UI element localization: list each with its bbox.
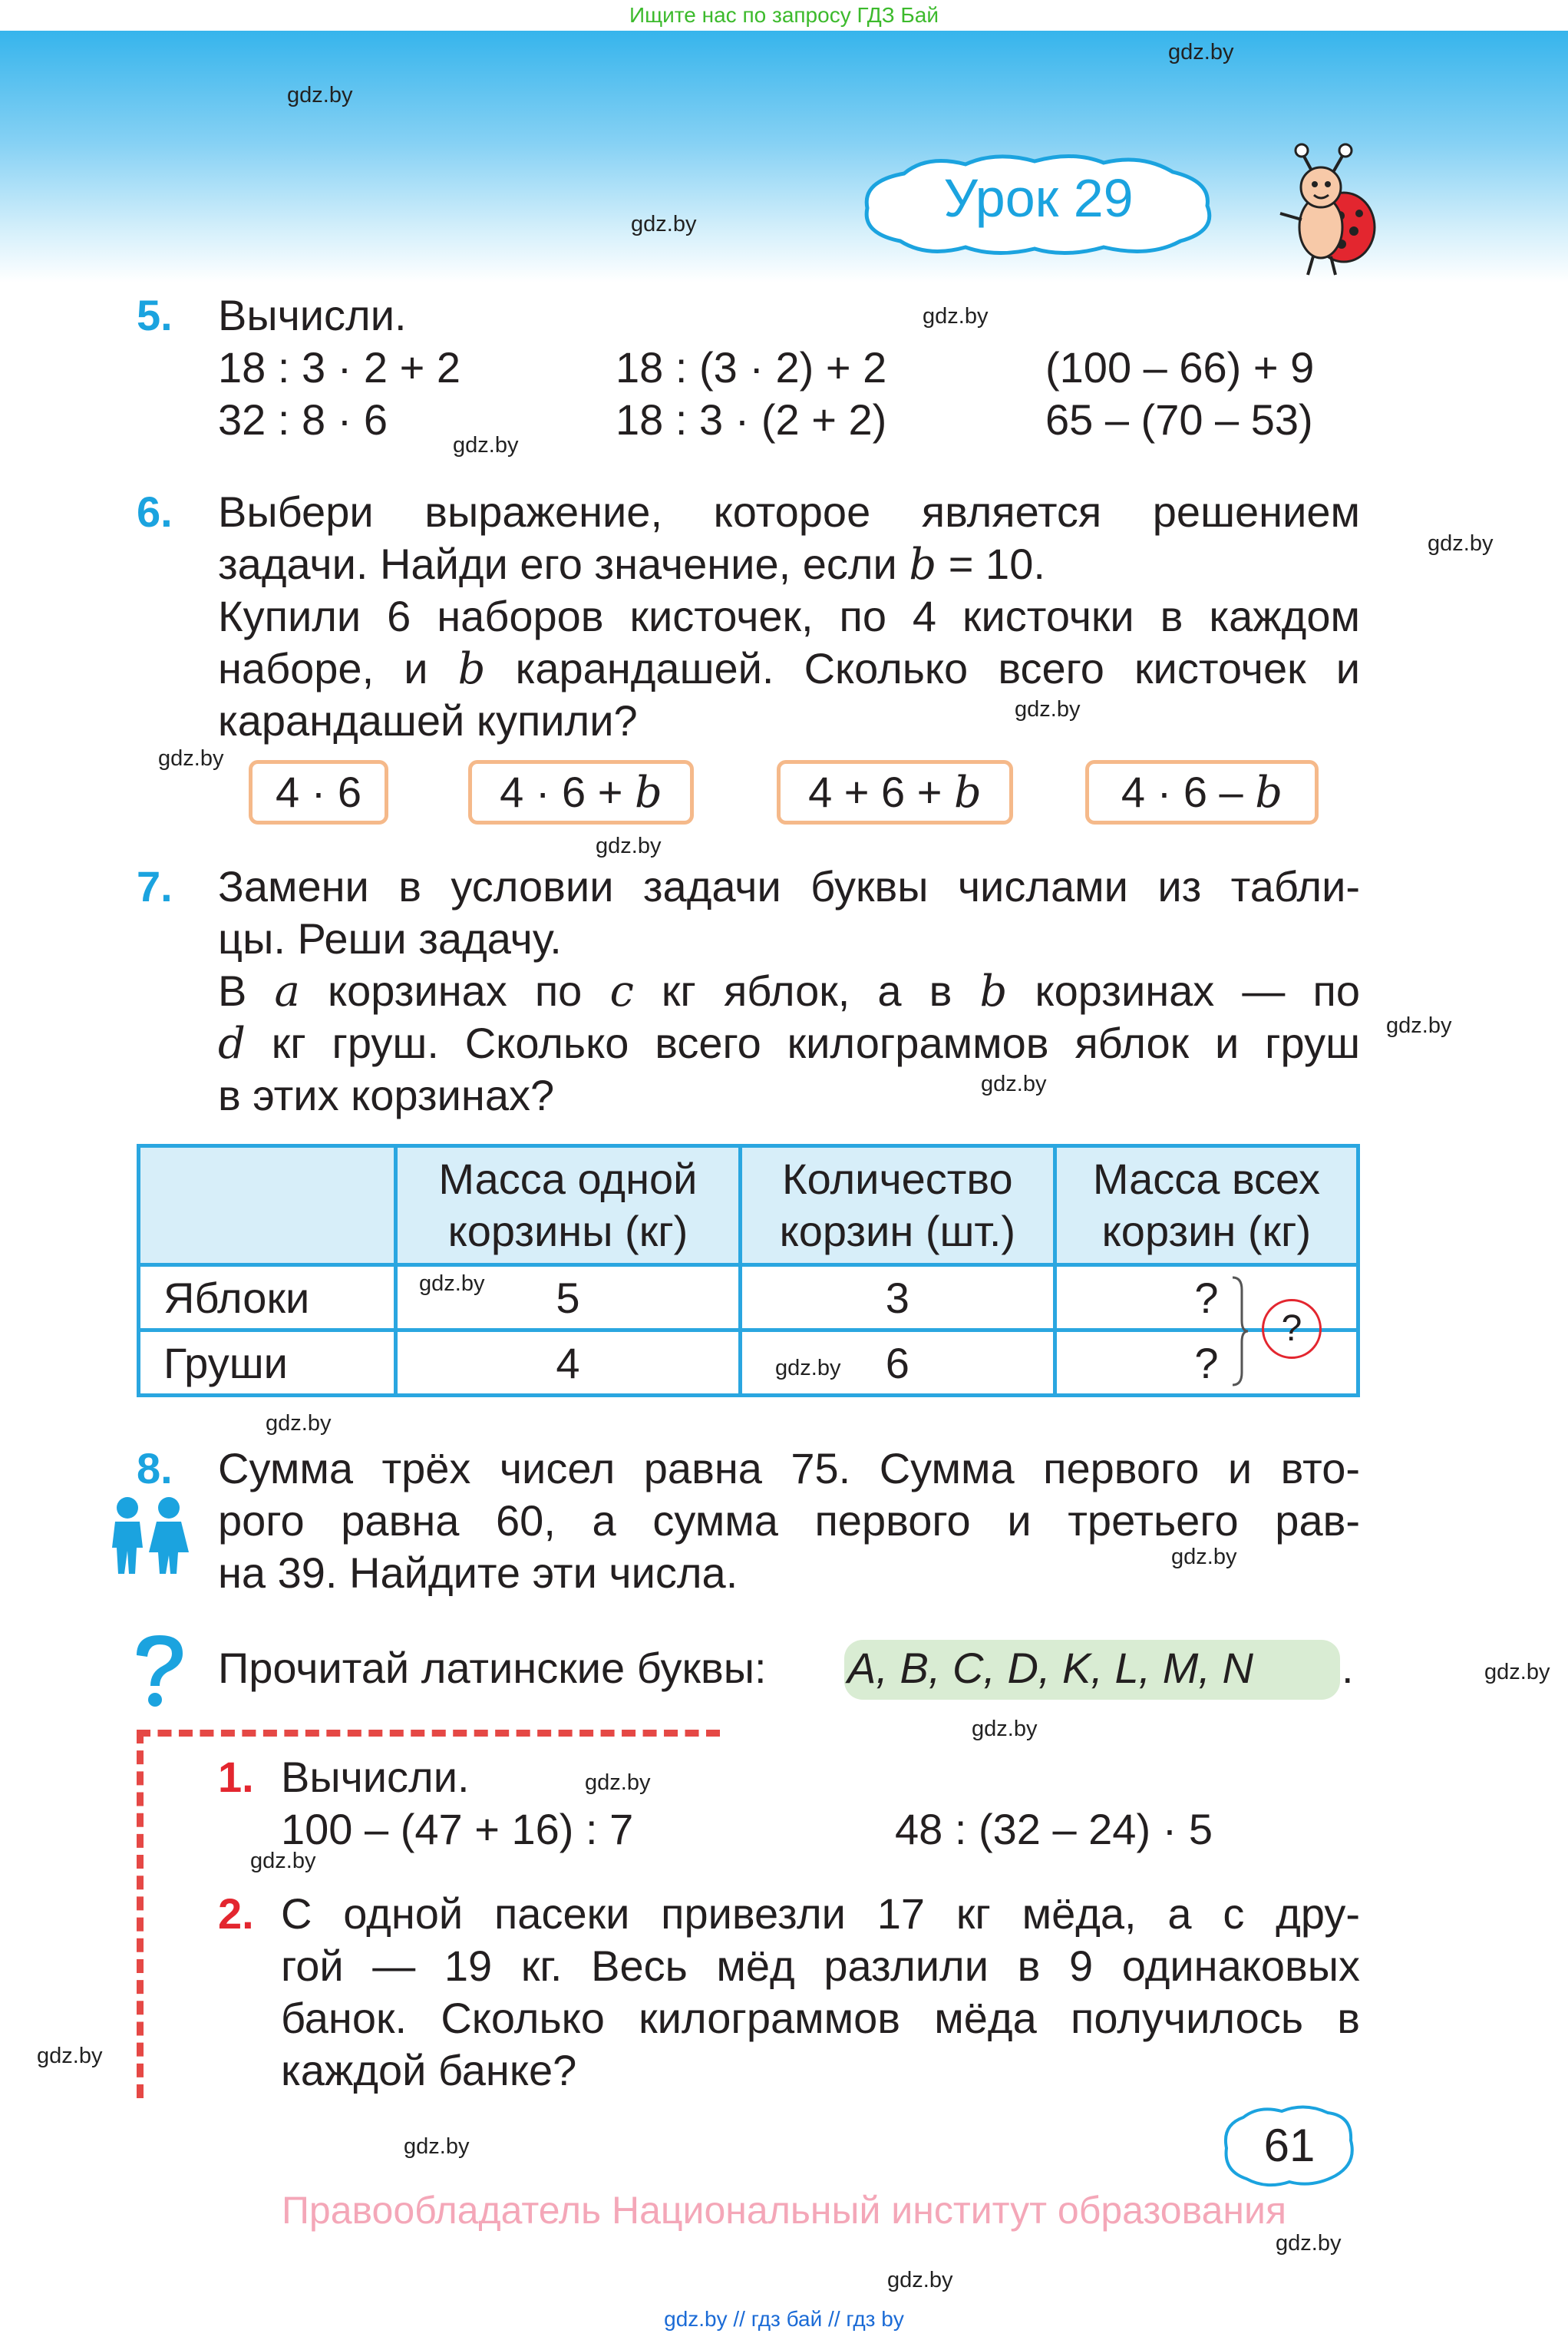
table-header-cell: Масса всех корзин (кг)	[1055, 1146, 1358, 1265]
exercise-number: 5.	[137, 291, 173, 339]
task-text: Выбери выражение, которое является решением	[218, 488, 1360, 536]
exercise-title: Вычисли.	[281, 1753, 470, 1801]
ladybug-icon	[1271, 143, 1378, 281]
watermark: gdz.by	[453, 433, 519, 458]
table-cell: Яблоки	[139, 1265, 396, 1330]
expression-option[interactable]: 4 · 6 + b	[468, 760, 694, 825]
watermark: gdz.by	[596, 834, 662, 858]
task-text: наборе, и b карандашей. Сколько всего кисточек и	[218, 644, 1360, 694]
watermark: gdz.by	[1484, 1660, 1550, 1684]
task-text: карандашей купили?	[218, 696, 638, 745]
task-text: Купили 6 наборов кисточек, по 4 кисточки в каждом	[218, 592, 1360, 640]
latin-label: Прочитай латинские буквы:	[218, 1644, 767, 1692]
expression: 48 : (32 – 24) · 5	[895, 1805, 1213, 1853]
expression: 65 – (70 – 53)	[1045, 395, 1313, 444]
task-text: d кг груш. Сколько всего килограммов яблок и груш	[218, 1019, 1360, 1069]
table-cell: 5	[396, 1265, 741, 1330]
expression-option[interactable]: 4 · 6	[249, 760, 388, 825]
top-banner: Ищите нас по запросу ГДЗ Бай	[0, 0, 1568, 31]
pair-work-icon	[101, 1494, 195, 1575]
question-icon	[129, 1632, 187, 1709]
total-question-mark: ?	[1262, 1299, 1322, 1359]
task-text: в этих корзинах?	[218, 1071, 555, 1119]
table-cell: 3	[740, 1265, 1055, 1330]
table-row	[139, 1265, 1358, 1330]
latin-period: .	[1342, 1644, 1354, 1692]
watermark: gdz.by	[419, 1271, 485, 1296]
exercise-title: Вычисли.	[218, 291, 407, 339]
task-text: В a корзинах по c кг яблок, а в b корзинах — по	[218, 967, 1360, 1016]
copyright: Правообладатель Национальный институт образования	[281, 2189, 1287, 2232]
watermark: gdz.by	[250, 1849, 316, 1873]
watermark: gdz.by	[972, 1717, 1038, 1741]
watermark: gdz.by	[1171, 1545, 1237, 1569]
watermark: gdz.by	[1428, 531, 1494, 556]
watermark: gdz.by	[585, 1770, 651, 1795]
exercise-number: 8.	[137, 1444, 173, 1492]
watermark: gdz.by	[775, 1356, 841, 1380]
table-cell: ?	[1055, 1330, 1358, 1396]
watermark: gdz.by	[158, 746, 224, 771]
table-header-cell: Количество корзин (шт.)	[740, 1146, 1055, 1265]
watermark: gdz.by	[631, 212, 697, 236]
homework-border	[137, 1730, 720, 1737]
expression: 32 : 8 · 6	[218, 395, 388, 444]
watermark: gdz.by	[887, 2268, 953, 2292]
table-cell: Груши	[139, 1330, 396, 1396]
exercise-number: 1.	[218, 1753, 254, 1801]
watermark: gdz.by	[266, 1411, 332, 1436]
watermark: gdz.by	[981, 1072, 1047, 1096]
task-text: каждой банке?	[281, 2046, 577, 2094]
watermark: gdz.by	[1015, 697, 1081, 722]
brace-icon	[1231, 1274, 1249, 1388]
table-cell: 4	[396, 1330, 741, 1396]
table-header-row	[139, 1146, 1358, 1265]
latin-letters: A, B, C, D, K, L, M, N	[847, 1644, 1253, 1692]
task-text: банок. Сколько килограммов мёда получилось в	[281, 1994, 1360, 2042]
expression-option[interactable]: 4 + 6 + b	[777, 760, 1013, 825]
task-text: задачи. Найди его значение, если b = 10.	[218, 540, 1045, 590]
table-header-cell: Масса одной корзины (кг)	[396, 1146, 741, 1265]
watermark: gdz.by	[287, 83, 353, 107]
watermark: gdz.by	[1276, 2231, 1342, 2256]
expression-option[interactable]: 4 · 6 – b	[1085, 760, 1319, 825]
task-text: рого равна 60, а сумма первого и третьего рав-	[218, 1496, 1360, 1545]
watermark: gdz.by	[1386, 1013, 1452, 1038]
watermark: gdz.by	[923, 304, 989, 329]
task-text: цы. Реши задачу.	[218, 914, 562, 963]
expression: 100 – (47 + 16) : 7	[281, 1805, 634, 1853]
exercise-number: 6.	[137, 488, 173, 536]
expression: 18 : (3 · 2) + 2	[616, 343, 887, 392]
task-text: на 39. Найдите эти числа.	[218, 1548, 738, 1597]
table-header-cell	[139, 1146, 396, 1265]
task-text: Сумма трёх чисел равна 75. Сумма первого и вто-	[218, 1444, 1360, 1492]
page-number: 61	[1263, 2120, 1315, 2171]
data-table	[137, 1144, 1360, 1397]
expression: 18 : 3 · 2 + 2	[218, 343, 460, 392]
task-text: С одной пасеки привезли 17 кг мёда, а с дру-	[281, 1889, 1360, 1938]
homework-border	[137, 1730, 144, 2098]
table-row	[139, 1330, 1358, 1396]
expression: (100 – 66) + 9	[1045, 343, 1315, 392]
exercise-number: 7.	[137, 862, 173, 911]
lesson-title: Урок 29	[943, 168, 1134, 228]
table-cell: ?	[1055, 1265, 1358, 1330]
table-cell: 6	[740, 1330, 1055, 1396]
watermark: gdz.by	[37, 2044, 103, 2068]
task-text: Замени в условии задачи буквы числами из табли-	[218, 862, 1360, 911]
footer-links[interactable]: gdz.by // гдз бай // гдз by	[664, 2307, 904, 2331]
expression: 18 : 3 · (2 + 2)	[616, 395, 887, 444]
exercise-number: 2.	[218, 1889, 254, 1938]
watermark: gdz.by	[404, 2134, 470, 2159]
watermark: gdz.by	[1168, 40, 1234, 64]
task-text: гой — 19 кг. Весь мёд разлили в 9 одинаковых	[281, 1942, 1360, 1990]
